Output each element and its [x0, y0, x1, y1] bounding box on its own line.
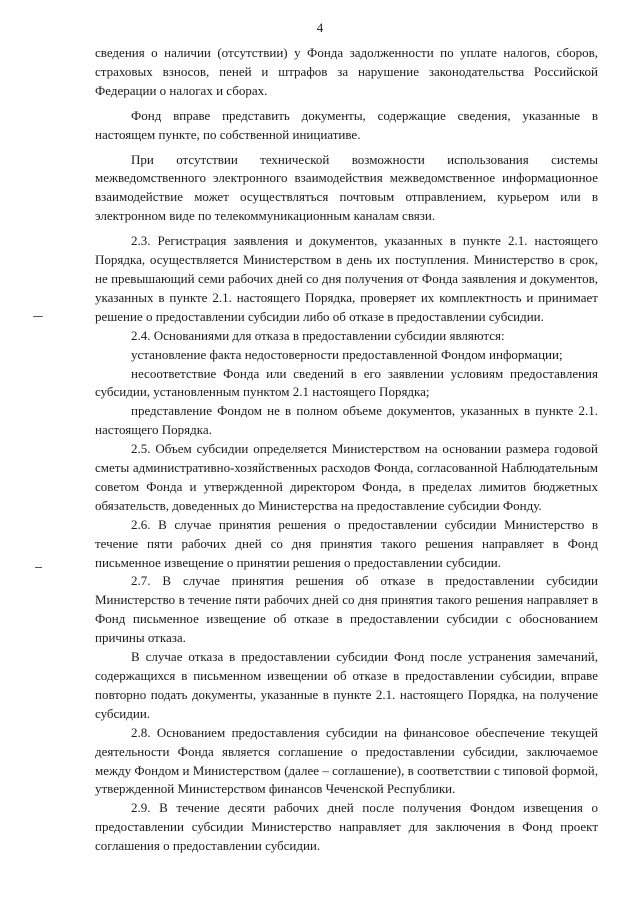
paragraph: 2.9. В течение десяти рабочих дней после получения Фондом извещения о предоставлении субсидии Министерство направляет для заключения в Фонд проект соглашения о предоставлении субсидии.	[95, 800, 598, 854]
margin-mark	[35, 567, 42, 568]
paragraph: 2.3. Регистрация заявления и документов, указанных в пункте 2.1. настоящего Порядка, осуществляется Министерством в день их поступления. Министерство в срок, не превышающий семи рабочих дней со дня получения от Фонда заявления и документов, указанных в пункте 2.1. настоящего Порядка, проверяет их комплектность и принимает решение о предоставлении субсидии либо об отказе в предоставлении субсидии.	[95, 233, 598, 324]
paragraph: установление факта недостоверности предоставленной Фондом информации;	[131, 346, 563, 362]
paragraph: 2.4. Основаниями для отказа в предоставлении субсидии являются:	[131, 327, 505, 343]
document-body	[95, 44, 598, 856]
margin-mark	[33, 316, 43, 317]
paragraph: При отсутствии технической возможности использования системы межведомственного электронного взаимодействия межведомственное информационное взаимодействие может осуществляться почтовым отправлением, курьером или в электронном виде по телекоммуникационным каналам связи.	[95, 151, 598, 224]
paragraph: Фонд вправе представить документы, содержащие сведения, указанные в настоящем пункте, по собственной инициативе.	[95, 107, 598, 142]
paragraph: несоответствие Фонда или сведений в его заявлении условиям предоставления субсидии, установленным пунктом 2.1 настоящего Порядка;	[95, 365, 598, 400]
paragraph: 2.7. В случае принятия решения об отказе в предоставлении субсидии Министерство в течение пяти рабочих дней со дня принятия такого решения направляет в Фонд письменное извещение об отказе в предоставлении субсидии с обоснованием причины отказа.	[95, 573, 598, 646]
paragraph: сведения о наличии (отсутствии) у Фонда задолженности по уплате налогов, сборов, страховых взносов, пеней и штрафов за нарушение законодательства Российской Федерации о налогах и сборах.	[95, 45, 598, 98]
paragraph: представление Фондом не в полном объеме документов, указанных в пункте 2.1. настоящего Порядка.	[95, 403, 598, 438]
paragraph: 2.8. Основанием предоставления субсидии на финансовое обеспечение текущей деятельности Фонда является соглашение о предоставлении субсидии, заключаемое между Фондом и Министерством (далее – соглашение), в соответствии с типовой формой, утвержденной Министерством финансов Чеченской Республики.	[95, 724, 598, 797]
paragraph: В случае отказа в предоставлении субсидии Фонд после устранения замечаний, содержащихся в письменном извещении об отказе в предоставлении субсидии, вправе повторно подать документы, указанные в пункте 2.1. настоящего Порядка, на получение субсидии.	[95, 649, 598, 721]
paragraph: 2.6. В случае принятия решения о предоставлении субсидии Министерство в течение пяти рабочих дней со дня принятия такого решения направляет в Фонд письменное извещение о принятии решения о предоставлении субсидии.	[95, 516, 598, 570]
paragraph: 2.5. Объем субсидии определяется Министерством на основании размера годовой сметы административно-хозяйственных расходов Фонда, согласованной Наблюдательным советом Фонда и утвержденной директором Фонда, в пределах лимитов бюджетных обязательств, доведенных до Министерства на предоставление субсидии Фонду.	[95, 441, 598, 513]
page-number: 4	[316, 20, 324, 35]
